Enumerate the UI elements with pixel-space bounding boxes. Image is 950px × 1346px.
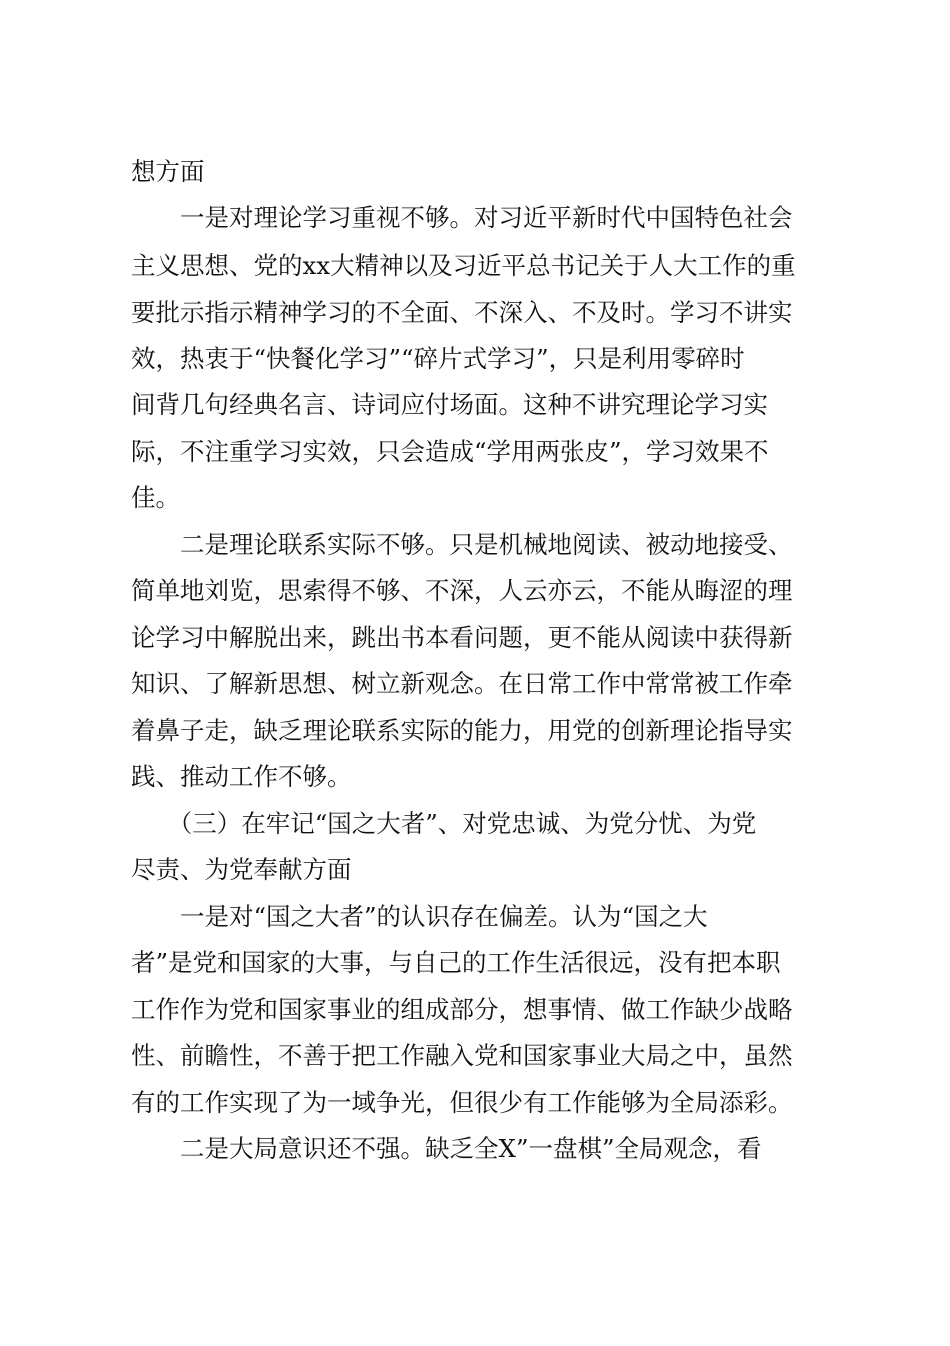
text-line: 性、前瞻性，不善于把工作融入党和国家事业大局之中，虽然 [131, 1041, 793, 1070]
text-line: 工作作为党和国家事业的组成部分，想事情、做工作缺少战略 [131, 995, 793, 1024]
text-line: 有的工作实现了为一域争光，但很少有工作能够为全局添彩。 [131, 1088, 793, 1117]
text-line: 二是理论联系实际不够。只是机械地阅读、被动地接受、 [131, 530, 793, 559]
text-line: 着鼻子走，缺乏理论联系实际的能力，用党的创新理论指导实 [131, 716, 793, 745]
text-line: 者”是党和国家的大事，与自己的工作生活很远，没有把本职 [131, 948, 781, 977]
text-line: 知识、了解新思想、树立新观念。在日常工作中常常被工作牵 [131, 669, 793, 698]
text-line: 间背几句经典名言、诗词应付场面。这种不讲究理论学习实 [131, 390, 768, 419]
text-line: 简单地刘览，思索得不够、不深，人云亦云，不能从晦涩的理 [131, 576, 793, 605]
text-line: 二是大局意识还不强。缺乏全X”一盘棋”全局观念，看 [131, 1134, 762, 1163]
text-line: 效，热衷于“快餐化学习”“碎片式学习”，只是利用零碎时 [131, 344, 745, 373]
text-line: 论学习中解脱出来，跳出书本看问题，更不能从阅读中获得新 [131, 623, 793, 652]
text-line: 想方面 [131, 157, 205, 186]
section-heading: 尽责、为党奉献方面 [131, 855, 352, 884]
text-line: 际，不注重学习实效，只会造成“学用两张皮”，学习效果不 [131, 437, 769, 466]
text-line: 一是对理论学习重视不够。对习近平新时代中国特色社会 [131, 203, 793, 232]
text-line: 践、推动工作不够。 [131, 762, 352, 791]
text-line: 佳。 [131, 483, 180, 512]
section-heading: （三）在牢记“国之大者”、对党忠诚、为党分忧、为党 [131, 809, 757, 838]
text-line: 一是对“国之大者”的认识存在偏差。认为“国之大 [131, 902, 708, 931]
text-line: 主义思想、党的xx大精神以及习近平总书记关于人大工作的重 [131, 251, 796, 280]
text-line: 要批示指示精神学习的不全面、不深入、不及时。学习不讲实 [131, 298, 793, 327]
